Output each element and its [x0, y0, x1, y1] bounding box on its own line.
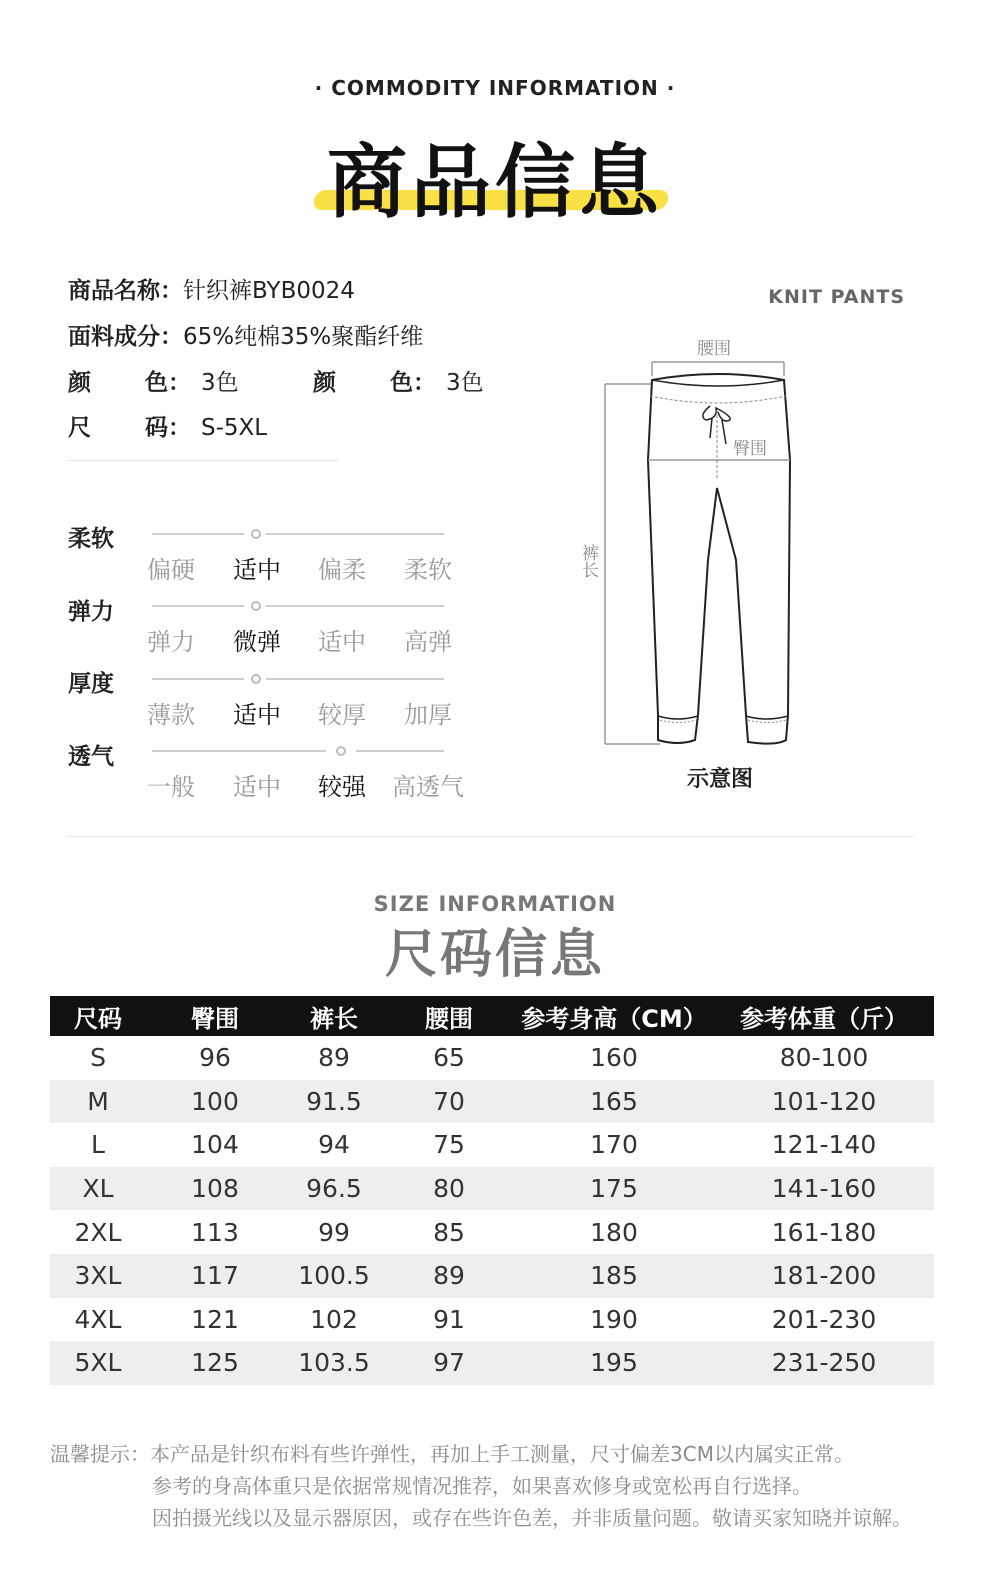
table-cell: 185 [590, 1261, 638, 1291]
rating-marker [336, 746, 346, 756]
table-cell: 85 [433, 1217, 465, 1247]
table-cell: L [91, 1130, 105, 1160]
table-cell: 165 [590, 1086, 638, 1116]
info-value-2: 3色 [446, 370, 484, 396]
table-cell: 99 [318, 1217, 350, 1247]
table-header-row [50, 996, 934, 1036]
rating-label: 弹力 [68, 599, 114, 625]
table-header-cell: 尺码 [74, 1004, 122, 1033]
info-row-size [68, 412, 267, 444]
rating-option: 高弹 [404, 628, 452, 656]
table-cell: 91.5 [306, 1086, 362, 1116]
hip-label: 臀围 [733, 439, 767, 459]
rating-option: 适中 [233, 773, 281, 801]
table-header-cell: 参考体重（斤） [740, 1004, 908, 1033]
table-cell: 161-180 [771, 1217, 877, 1247]
rating-track [266, 533, 444, 535]
table-row [50, 1080, 934, 1124]
info-key-2: 颜 色： [313, 370, 436, 396]
pants-diagram [560, 320, 820, 760]
table-header-cell: 臀围 [191, 1004, 239, 1033]
rating-marker [251, 674, 261, 684]
table-cell: 102 [310, 1304, 358, 1334]
rating-option: 弹力 [147, 628, 195, 656]
table-cell: 91 [433, 1304, 465, 1334]
diagram-caption: 示意图 [686, 767, 753, 792]
table-row [50, 1123, 934, 1167]
size-title: 尺码信息 [384, 925, 605, 985]
table-cell: 175 [590, 1174, 638, 1204]
rating-option-selected: 适中 [233, 556, 281, 584]
table-body [50, 1036, 934, 1385]
info-divider [68, 460, 338, 461]
table-cell: 170 [590, 1130, 638, 1160]
table-cell: 117 [191, 1261, 239, 1291]
table-cell: 89 [433, 1261, 465, 1291]
table-cell: 97 [433, 1348, 465, 1378]
table-row [50, 1254, 934, 1298]
subtitle-en: · COMMODITY INFORMATION · [314, 76, 676, 100]
info-value: S-5XL [201, 415, 268, 441]
rating-option: 高透气 [392, 773, 464, 801]
table-cell: 96.5 [306, 1174, 362, 1204]
rating-track [356, 750, 444, 752]
table-cell: 3XL [74, 1261, 122, 1291]
table-cell: 94 [318, 1130, 350, 1160]
table-row [50, 1341, 934, 1385]
table-cell: 121-140 [771, 1130, 877, 1160]
rating-option: 薄款 [147, 701, 195, 729]
table-cell: 2XL [74, 1217, 122, 1247]
table-row [50, 1167, 934, 1211]
rating-option-selected: 适中 [233, 701, 281, 729]
waist-label: 腰围 [697, 339, 731, 359]
table-cell: 80-100 [779, 1043, 869, 1073]
info-value: 65%纯棉35%聚酯纤维 [183, 324, 424, 350]
section-divider [68, 836, 914, 837]
info-row-name [68, 275, 355, 307]
table-cell: M [87, 1086, 109, 1116]
note-line-3: 因拍摄光线以及显示器原因，或存在些许色差，并非质量问题。敬请买家知晓并谅解。 [152, 1506, 912, 1530]
table-cell: 201-230 [771, 1304, 877, 1334]
rating-option: 适中 [318, 628, 366, 656]
table-cell: 160 [590, 1043, 638, 1073]
table-cell: 141-160 [771, 1174, 877, 1204]
info-row-fabric [68, 321, 423, 353]
table-row [50, 1036, 934, 1080]
info-key: 尺 码： [68, 415, 191, 441]
table-cell: 108 [191, 1174, 239, 1204]
table-cell: 190 [590, 1304, 638, 1334]
rating-track [152, 678, 244, 680]
info-row-color [68, 367, 484, 399]
table-cell: 4XL [74, 1304, 122, 1334]
table-row [50, 1298, 934, 1342]
info-value: 3色 [201, 370, 239, 396]
rating-track [152, 533, 244, 535]
table-cell: 100 [191, 1086, 239, 1116]
table-cell: 65 [433, 1043, 465, 1073]
table-cell: 104 [191, 1130, 239, 1160]
table-cell: 180 [590, 1217, 638, 1247]
table-cell: 100.5 [298, 1261, 370, 1291]
title-block [0, 118, 990, 229]
info-key: 商品名称： [68, 278, 183, 304]
note-line-1: 温馨提示：本产品是针织布料有些许弹性，再加上手工测量，尺寸偏差3CM以内属实正常。 [50, 1442, 854, 1466]
table-cell: 70 [433, 1086, 465, 1116]
table-cell: 89 [318, 1043, 350, 1073]
rating-option: 偏柔 [318, 556, 366, 584]
info-key: 颜 色： [68, 370, 191, 396]
rating-track [152, 605, 244, 607]
table-header-cell: 裤长 [310, 1004, 358, 1033]
table-cell: 231-250 [771, 1348, 877, 1378]
table-header-cell: 腰围 [425, 1004, 473, 1033]
rating-track [152, 750, 326, 752]
size-subtitle-en: SIZE INFORMATION [373, 892, 617, 916]
rating-option: 一般 [147, 773, 195, 801]
table-cell: 103.5 [298, 1348, 370, 1378]
info-value: 针织裤BYB0024 [183, 278, 355, 304]
rating-option: 柔软 [404, 556, 452, 584]
table-cell: 80 [433, 1174, 465, 1204]
rating-label: 厚度 [68, 671, 114, 697]
table-cell: 5XL [74, 1348, 122, 1378]
table-row [50, 1210, 934, 1254]
table-cell: 195 [590, 1348, 638, 1378]
rating-track [266, 678, 444, 680]
table-header-cell: 参考身高（CM） [521, 1004, 707, 1033]
rating-option: 偏硬 [147, 556, 195, 584]
rating-option: 较厚 [318, 701, 366, 729]
rating-label: 柔软 [68, 526, 114, 552]
size-table [50, 996, 934, 1385]
rating-option-selected: 微弹 [233, 628, 281, 656]
table-cell: S [90, 1043, 106, 1073]
table-cell: XL [82, 1174, 114, 1204]
table-cell: 113 [191, 1217, 239, 1247]
info-key: 面料成分： [68, 324, 183, 350]
table-cell: 96 [199, 1043, 231, 1073]
table-cell: 75 [433, 1130, 465, 1160]
rating-option: 加厚 [404, 701, 452, 729]
table-cell: 181-200 [771, 1261, 877, 1291]
rating-option-selected: 较强 [318, 773, 366, 801]
length-label: 裤长 [578, 544, 598, 578]
rating-marker [251, 529, 261, 539]
table-cell: 101-120 [771, 1086, 877, 1116]
page-title: 商品信息 [327, 136, 663, 229]
table-cell: 121 [191, 1304, 239, 1334]
rating-label: 透气 [68, 744, 114, 770]
table-cell: 125 [191, 1348, 239, 1378]
rating-marker [251, 601, 261, 611]
note-line-2: 参考的身高体重只是依据常规情况推荐，如果喜欢修身或宽松再自行选择。 [152, 1474, 812, 1498]
rating-track [266, 605, 444, 607]
diagram-label-en: KNIT PANTS [768, 286, 905, 308]
